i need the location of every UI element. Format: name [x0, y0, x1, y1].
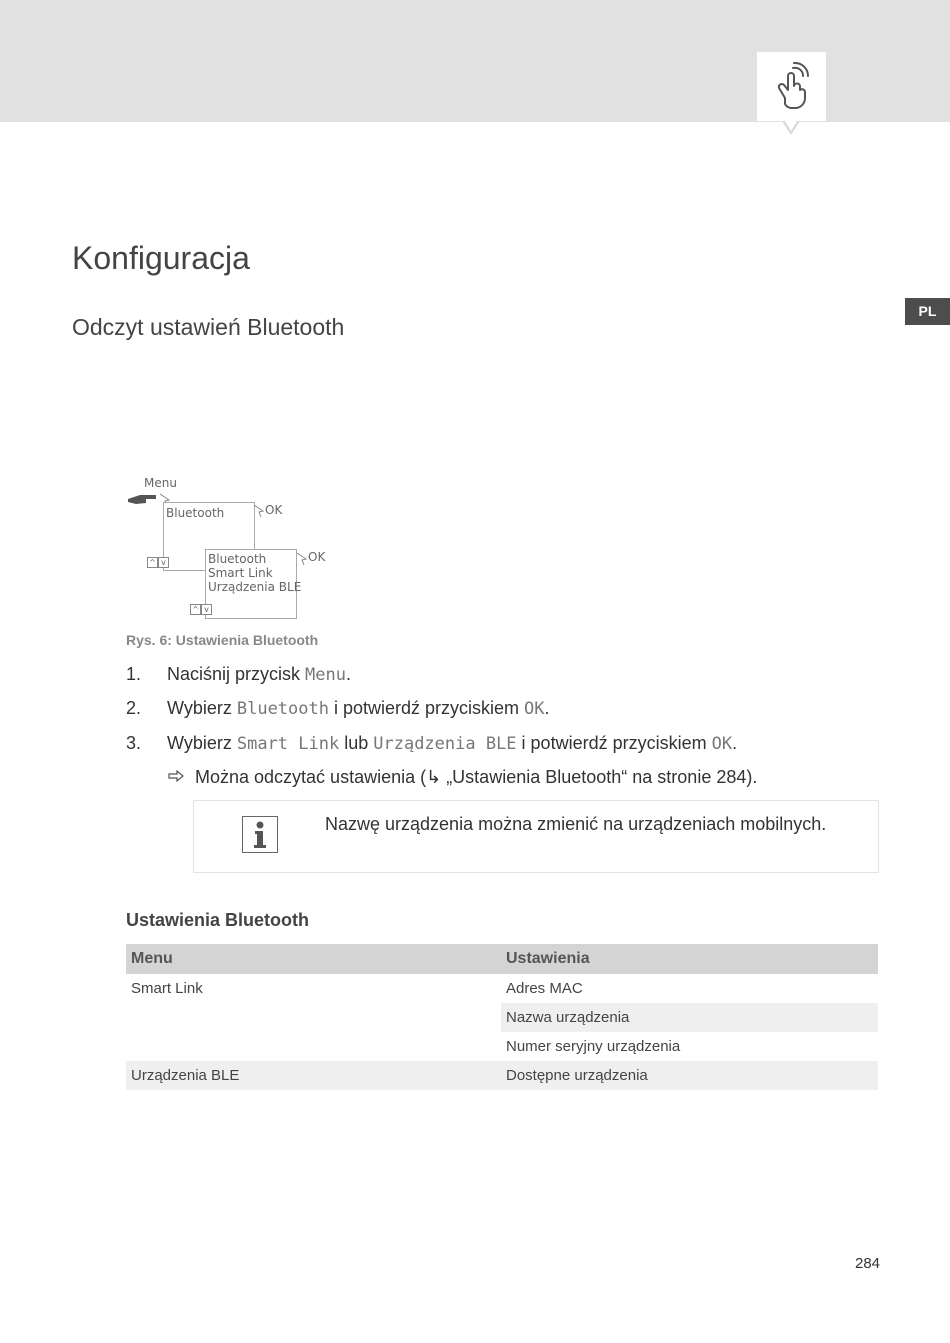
section-title: Odczyt ustawień Bluetooth — [72, 314, 345, 340]
info-note — [193, 800, 879, 873]
page-title: Konfiguracja — [72, 240, 250, 276]
figure-caption: Rys. 6: Ustawienia Bluetooth — [126, 632, 319, 648]
language-tab: PL — [905, 298, 950, 325]
table-cell: Urządzenia BLE — [126, 1061, 501, 1090]
menu-screen-2-item: Urządzenia BLE — [208, 580, 302, 594]
table-cell: Numer seryjny urządzenia — [506, 1038, 681, 1055]
step-text: Wybierz Smart Link lub Urządzenia BLE i potwierdź przyciskiem OK. — [167, 733, 738, 754]
up-arrow-icon: ^ — [190, 604, 201, 615]
menu-screen-2 — [205, 549, 302, 619]
table-row — [126, 974, 878, 1003]
menu-screen-1-item: Bluetooth — [166, 506, 225, 520]
step-number: 2. — [126, 698, 142, 718]
tab-pointer-inner — [785, 121, 797, 131]
step-text: Wybierz Bluetooth i potwierdź przyciskiem OK. — [167, 698, 550, 719]
step-number: 1. — [126, 664, 142, 684]
table-row — [126, 1003, 878, 1032]
menu-diagram — [126, 476, 336, 622]
touch-tab — [757, 52, 826, 121]
table-row — [126, 1032, 878, 1061]
menu-screen-2-item: Bluetooth — [208, 552, 267, 566]
result-arrow-icon — [168, 770, 184, 782]
table-header-row — [126, 944, 878, 974]
note-text: Nazwę urządzenia można zmienić na urządzeniach mobilnych. — [325, 814, 827, 834]
info-icon — [242, 816, 278, 853]
table-cell: Smart Link — [131, 980, 203, 997]
step-number: 3. — [126, 733, 142, 753]
table-header-cell: Ustawienia — [501, 944, 878, 974]
settings-table — [126, 944, 878, 1090]
table-cell: Dostępne urządzenia — [501, 1061, 878, 1090]
down-arrow-icon: v — [201, 604, 212, 615]
touch-hand-icon — [771, 62, 811, 110]
table-cell: Nazwa urządzenia — [501, 1003, 878, 1032]
down-arrow-icon: v — [158, 557, 169, 568]
menu-label: Menu — [144, 476, 177, 490]
table-cell — [126, 1003, 501, 1032]
table-cell — [126, 1032, 501, 1061]
table-row — [126, 1061, 878, 1090]
table-header-cell: Menu — [126, 944, 501, 974]
result-text[interactable]: Można odczytać ustawienia (↳ „Ustawienia Bluetooth“ na stronie 284). — [195, 767, 758, 787]
table-cell: Adres MAC — [506, 980, 583, 997]
table-title: Ustawienia Bluetooth — [126, 910, 310, 930]
page-number: 284 — [855, 1255, 881, 1272]
ok-label-2: OK — [308, 550, 326, 564]
up-arrow-icon: ^ — [147, 557, 158, 568]
ok-label-1: OK — [265, 503, 283, 517]
step-text: Naciśnij przycisk Menu. — [167, 664, 351, 685]
menu-screen-2-item: Smart Link — [208, 566, 273, 580]
